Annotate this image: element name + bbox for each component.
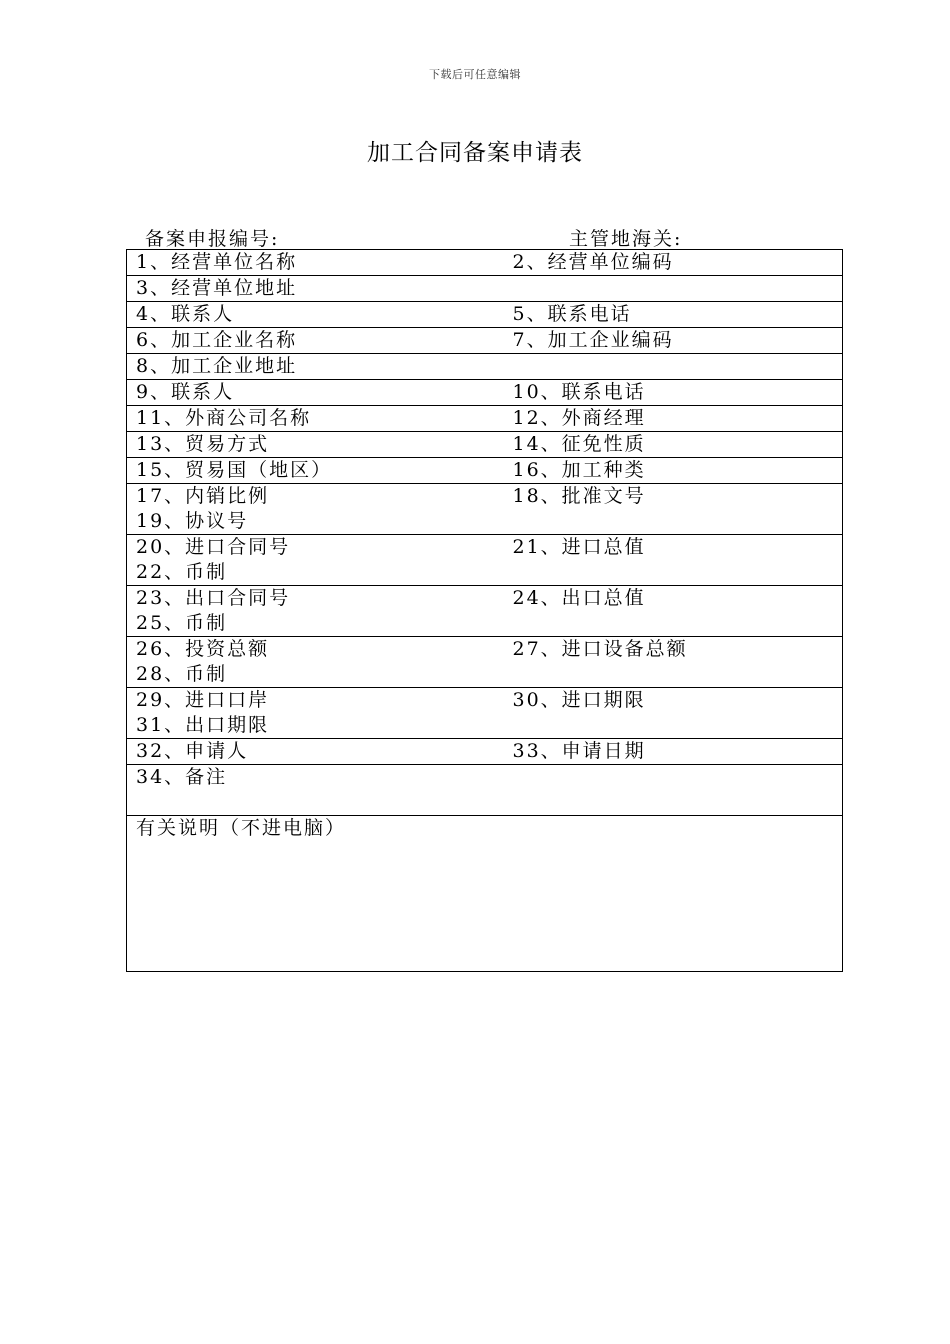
field-processor-code[interactable]: 7、加工企业编码 bbox=[507, 328, 843, 354]
field-operator-code[interactable]: 2、经营单位编码 bbox=[507, 250, 843, 276]
form-row bbox=[127, 458, 843, 484]
field-import-period[interactable]: 30、进口期限 bbox=[507, 688, 843, 739]
field-application-date[interactable]: 33、申请日期 bbox=[507, 739, 843, 765]
form-row bbox=[127, 380, 843, 406]
field-processor-contact[interactable]: 9、联系人 bbox=[127, 380, 507, 406]
field-label: 29、进口口岸 bbox=[136, 689, 270, 711]
field-import-contract[interactable] bbox=[127, 535, 507, 586]
field-investment-total[interactable] bbox=[127, 637, 507, 688]
form-row bbox=[127, 765, 843, 816]
field-export-total[interactable]: 24、出口总值 bbox=[507, 586, 843, 637]
field-processor-phone[interactable]: 10、联系电话 bbox=[507, 380, 843, 406]
field-notes[interactable]: 有关说明（不进电脑） bbox=[127, 816, 843, 972]
form-row bbox=[127, 688, 843, 739]
field-operator-address[interactable]: 3、经营单位地址 bbox=[127, 276, 843, 302]
field-foreign-manager[interactable]: 12、外商经理 bbox=[507, 406, 843, 432]
form-row bbox=[127, 535, 843, 586]
field-processing-type[interactable]: 16、加工种类 bbox=[507, 458, 843, 484]
field-label: 20、进口合同号 bbox=[136, 536, 291, 558]
field-trade-mode[interactable]: 13、贸易方式 bbox=[127, 432, 507, 458]
field-label: 22、币制 bbox=[136, 561, 228, 583]
field-processor-address[interactable]: 8、加工企业地址 bbox=[127, 354, 843, 380]
form-row bbox=[127, 816, 843, 972]
form-row bbox=[127, 354, 843, 380]
field-label: 19、协议号 bbox=[136, 510, 249, 532]
field-contact-person[interactable]: 4、联系人 bbox=[127, 302, 507, 328]
field-remarks[interactable]: 34、备注 bbox=[127, 765, 843, 816]
field-processor-name[interactable]: 6、加工企业名称 bbox=[127, 328, 507, 354]
field-foreign-company[interactable]: 11、外商公司名称 bbox=[127, 406, 507, 432]
form-row bbox=[127, 328, 843, 354]
field-contact-phone[interactable]: 5、联系电话 bbox=[507, 302, 843, 328]
field-export-contract[interactable] bbox=[127, 586, 507, 637]
field-label: 17、内销比例 bbox=[136, 485, 270, 507]
form-row bbox=[127, 484, 843, 535]
filing-form-table bbox=[126, 249, 843, 972]
form-title: 加工合同备案申请表 bbox=[367, 140, 583, 166]
field-trade-country[interactable]: 15、贸易国（地区） bbox=[127, 458, 507, 484]
field-label: 25、币制 bbox=[136, 612, 228, 634]
form-row bbox=[127, 406, 843, 432]
form-row bbox=[127, 586, 843, 637]
field-approval-number[interactable]: 18、批准文号 bbox=[507, 484, 843, 535]
field-import-total[interactable]: 21、进口总值 bbox=[507, 535, 843, 586]
customs-label: 主管地海关: bbox=[569, 228, 683, 250]
field-label: 31、出口期限 bbox=[136, 714, 270, 736]
field-domestic-sales[interactable] bbox=[127, 484, 507, 535]
field-label: 23、出口合同号 bbox=[136, 587, 291, 609]
field-tax-exemption[interactable]: 14、征免性质 bbox=[507, 432, 843, 458]
form-row bbox=[127, 432, 843, 458]
filing-number-label: 备案申报编号: bbox=[145, 228, 280, 250]
form-row bbox=[127, 276, 843, 302]
field-applicant[interactable]: 32、申请人 bbox=[127, 739, 507, 765]
form-meta bbox=[127, 224, 841, 249]
field-equipment-total[interactable]: 27、进口设备总额 bbox=[507, 637, 843, 688]
form-row bbox=[127, 637, 843, 688]
watermark-text: 下载后可任意编辑 bbox=[429, 68, 521, 81]
form-row bbox=[127, 250, 843, 276]
field-label: 26、投资总额 bbox=[136, 638, 270, 660]
field-label: 28、币制 bbox=[136, 663, 228, 685]
field-operator-name[interactable]: 1、经营单位名称 bbox=[127, 250, 507, 276]
form-row bbox=[127, 739, 843, 765]
field-import-port[interactable] bbox=[127, 688, 507, 739]
form-row bbox=[127, 302, 843, 328]
